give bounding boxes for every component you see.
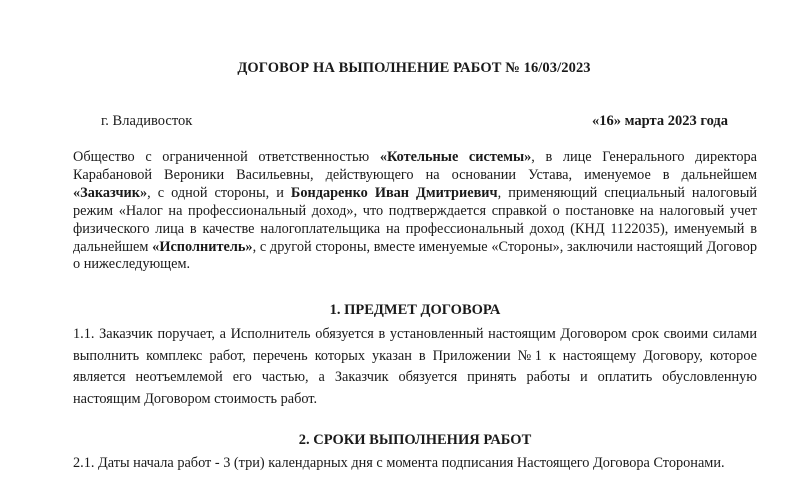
clause-2-1: 2.1. Даты начала работ - 3 (три) календарных дня с момента подписания Настоящего Договора Сторонами.	[73, 455, 725, 471]
section-heading-2: 2. СРОКИ ВЫПОЛНЕНИЯ РАБОТ	[298, 432, 532, 448]
preamble-text-5: , с другой стороны, вместе именуемые «Стороны», заключили настоящий Договор о нижеследующем.	[73, 238, 757, 273]
company-name: «Котельные системы»	[379, 149, 532, 165]
clause-1-1: 1.1. Заказчик поручает, а Исполнитель обязуется в установленный настоящим Договором срок своими силами выполнить комплекс работ, перечень которых указан в Приложении №1 к настоящему Договору, которое является неотъемлемой его частью, а Заказчик обязуется принять работы и оплатить обусловленную настоящим Договором стоимость работ.	[73, 326, 757, 407]
customer-role: «Заказчик»	[73, 184, 148, 201]
preamble-text-3: , с одной стороны, и	[147, 184, 291, 201]
preamble-paragraph	[73, 149, 757, 274]
preamble-text-1: Общество с ограниченной ответственностью	[73, 149, 380, 165]
contract-date: «16» марта 2023 года	[592, 113, 728, 129]
preamble-text-4: , применяющий специальный налоговый режим «Налог на профессиональный доход», что подтверждается справкой о постановке на налоговый учет физического лица в качестве налогоплательщика на профессиональный доход (КНД 1122035), именуемый в дальнейшем	[73, 184, 757, 255]
preamble-text-2: , в лице Генерального директора Карабановой Вероники Васильевны, действующего на основании Устава, именуемое в дальнейшем	[73, 149, 757, 183]
city: г. Владивосток	[101, 113, 193, 129]
contractor-role: «Исполнитель»	[152, 238, 253, 255]
section-heading-1: 1. ПРЕДМЕТ ДОГОВОРА	[329, 302, 501, 318]
document-title: ДОГОВОР НА ВЫПОЛНЕНИЕ РАБОТ № 16/03/2023	[237, 60, 591, 76]
contractor-name: Бондаренко Иван Дмитриевич	[290, 184, 498, 201]
